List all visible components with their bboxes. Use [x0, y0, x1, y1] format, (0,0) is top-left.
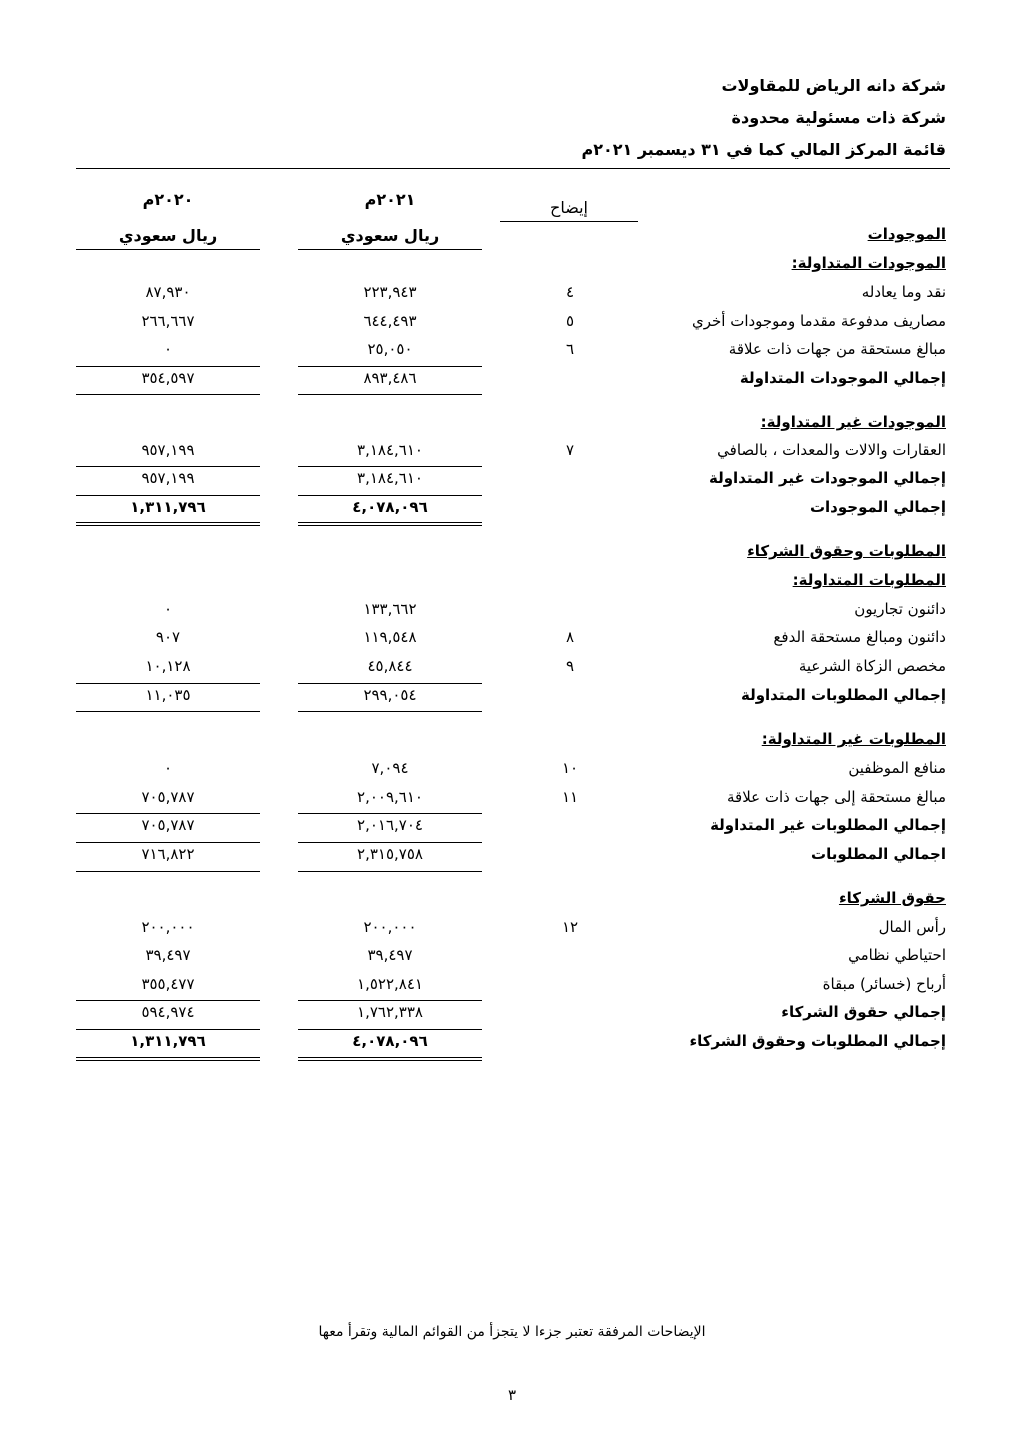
- row-label: إجمالي حقوق الشركاء: [781, 1003, 946, 1021]
- total-line-2020: [76, 394, 260, 395]
- grand-total-liabilities-equity: [0, 1032, 1024, 1058]
- column-year-2020: ٢٠٢٠م: [142, 190, 194, 209]
- section-header-current-assets: [0, 254, 1024, 280]
- table-row: [0, 975, 1024, 1001]
- column-year-2021: ٢٠٢١م: [364, 190, 416, 209]
- row-value-2020: ٠: [163, 340, 173, 358]
- row-label: إجمالي المطلوبات وحقوق الشركاء: [689, 1032, 946, 1050]
- row-value-2020: ٩٥٧,١٩٩: [141, 441, 195, 459]
- page-number: ٣: [507, 1386, 517, 1404]
- row-value-2021: ٢٩٩,٠٥٤: [363, 686, 417, 704]
- row-value-2021: ٢٠٠,٠٠٠: [363, 918, 417, 936]
- row-label: دائنون ومبالغ مستحقة الدفع: [773, 628, 946, 646]
- row-label: إجمالي الموجودات غير المتداولة: [709, 469, 946, 487]
- row-value-2020: ٠: [163, 600, 173, 618]
- total-row-current-liabilities: [0, 686, 1024, 712]
- row-label: إجمالي الموجودات المتداولة: [739, 369, 946, 387]
- row-value-2021: ٨٩٣,٤٨٦: [363, 369, 417, 387]
- section-header-assets: [0, 225, 1024, 251]
- row-label: الموجودات غير المتداولة:: [760, 413, 946, 431]
- statement-title: قائمة المركز المالي كما في ٣١ ديسمبر ٢٠٢١م: [581, 140, 946, 159]
- row-label: رأس المال: [878, 918, 946, 936]
- total-line-2021: [298, 871, 482, 872]
- row-note: ١١: [561, 788, 579, 806]
- row-note: ٦: [565, 340, 575, 358]
- total-row-equity: [0, 1003, 1024, 1029]
- row-value-2021: ١,٧٦٢,٣٣٨: [357, 1003, 423, 1021]
- total-row-noncurrent-assets: [0, 469, 1024, 495]
- row-value-2020: ٣٩,٤٩٧: [145, 946, 191, 964]
- table-row: [0, 657, 1024, 683]
- column-currency-2021: ريال سعودي: [340, 226, 440, 245]
- row-value-2021: ٢,٠٠٩,٦١٠: [357, 788, 423, 806]
- table-row: [0, 312, 1024, 338]
- row-value-2020: ٨٧,٩٣٠: [145, 283, 191, 301]
- row-value-2020: ٧٠٥,٧٨٧: [141, 788, 195, 806]
- row-value-2020: ٩٥٧,١٩٩: [141, 469, 195, 487]
- row-note: ١٢: [561, 918, 579, 936]
- subtotal-line-2021: [298, 683, 482, 684]
- total-line-2020: [76, 711, 260, 712]
- row-value-2021: ٧,٠٩٤: [371, 759, 409, 777]
- section-header-liabilities-equity: [0, 542, 1024, 568]
- company-name: شركة دانه الرياض للمقاولات: [721, 76, 946, 95]
- row-note: ٩: [565, 657, 575, 675]
- row-label: دائنون تجاريون: [854, 600, 946, 618]
- table-row: [0, 441, 1024, 467]
- row-value-2020: ١,٣١١,٧٩٦: [130, 1032, 206, 1050]
- row-label: المطلوبات المتداولة:: [792, 571, 946, 589]
- row-note: ٤: [565, 283, 575, 301]
- table-row: [0, 788, 1024, 814]
- row-value-2020: ٠: [163, 759, 173, 777]
- total-line-2020: [76, 871, 260, 872]
- row-value-2021: ٤,٠٧٨,٠٩٦: [352, 1032, 428, 1050]
- table-row: [0, 918, 1024, 944]
- row-label: مصاريف مدفوعة مقدما وموجودات أخري: [691, 312, 946, 330]
- row-value-2020: ٩٠٧: [155, 628, 181, 646]
- row-value-2021: ١٣٣,٦٦٢: [363, 600, 417, 618]
- row-label: نقد وما يعادله: [861, 283, 946, 301]
- table-row: [0, 600, 1024, 626]
- double-line-2020: [76, 522, 260, 526]
- row-value-2020: ٣٥٤,٥٩٧: [141, 369, 195, 387]
- table-row: [0, 283, 1024, 309]
- note-underline: [500, 221, 638, 222]
- row-label: المطلوبات وحقوق الشركاء: [747, 542, 946, 560]
- row-label: إجمالي المطلوبات غير المتداولة: [710, 816, 946, 834]
- subtotal-line-2020: [76, 813, 260, 814]
- row-label: الموجودات المتداولة:: [791, 254, 946, 272]
- row-value-2020: ٢٠٠,٠٠٠: [141, 918, 195, 936]
- row-value-2020: ١٠,١٢٨: [145, 657, 191, 675]
- row-label: أرباح (خسائر) مبقاة: [822, 975, 946, 993]
- row-value-2021: ٢٢٣,٩٤٣: [363, 283, 417, 301]
- row-value-2021: ٣٩,٤٩٧: [367, 946, 413, 964]
- row-value-2020: ٣٥٥,٤٧٧: [141, 975, 195, 993]
- double-line-2021: [298, 522, 482, 526]
- subtotal-line-2021: [298, 466, 482, 467]
- total-row-liabilities: [0, 845, 1024, 871]
- row-label: العقارات والالات والمعدات ، بالصافي: [717, 441, 946, 459]
- total-line-2020: [76, 495, 260, 496]
- subtotal-line-2021: [298, 813, 482, 814]
- row-label: إجمالي الموجودات: [809, 498, 946, 516]
- row-label: مخصص الزكاة الشرعية: [798, 657, 946, 675]
- section-header-equity: [0, 889, 1024, 915]
- row-value-2021: ٦٤٤,٤٩٣: [363, 312, 417, 330]
- row-value-2021: ٤٥,٨٤٤: [367, 657, 413, 675]
- total-line-2021: [298, 842, 482, 843]
- table-row: [0, 759, 1024, 785]
- row-value-2021: ١١٩,٥٤٨: [363, 628, 417, 646]
- row-value-2021: ٣,١٨٤,٦١٠: [357, 441, 423, 459]
- total-row-noncurrent-liabilities: [0, 816, 1024, 842]
- row-value-2021: ٢,٣١٥,٧٥٨: [357, 845, 423, 863]
- company-type: شركة ذات مسئولية محدودة: [731, 108, 946, 127]
- double-line-2020: [76, 1057, 260, 1061]
- total-line-2021: [298, 495, 482, 496]
- total-line-2020: [76, 842, 260, 843]
- row-value-2020: ٧٠٥,٧٨٧: [141, 816, 195, 834]
- footer-disclaimer: الإيضاحات المرفقة تعتبر جزءا لا يتجزأ من القوائم المالية وتقرأ معها: [318, 1324, 706, 1340]
- row-label: إجمالي المطلوبات المتداولة: [740, 686, 946, 704]
- subtotal-line-2020: [76, 683, 260, 684]
- row-label: الموجودات: [867, 225, 946, 243]
- section-header-noncurrent-liabilities: [0, 730, 1024, 756]
- double-line-2021: [298, 1057, 482, 1061]
- column-note: إيضاح: [550, 198, 588, 217]
- row-label: المطلوبات غير المتداولة:: [761, 730, 946, 748]
- subtotal-line-2020: [76, 366, 260, 367]
- table-row: [0, 628, 1024, 654]
- total-line-2021: [298, 711, 482, 712]
- section-header-noncurrent-assets: [0, 413, 1024, 439]
- row-label: مبالغ مستحقة إلى جهات ذات علاقة: [727, 788, 946, 806]
- row-value-2020: ١,٣١١,٧٩٦: [130, 498, 206, 516]
- section-header-current-liabilities: [0, 571, 1024, 597]
- row-value-2020: ٧١٦,٨٢٢: [141, 845, 195, 863]
- row-label: احتياطي نظامي: [848, 946, 946, 964]
- row-value-2021: ٤,٠٧٨,٠٩٦: [352, 498, 428, 516]
- row-value-2020: ٥٩٤,٩٧٤: [141, 1003, 195, 1021]
- total-row-current-assets: [0, 369, 1024, 395]
- row-label: منافع الموظفين: [848, 759, 946, 777]
- row-value-2020: ٢٦٦,٦٦٧: [141, 312, 195, 330]
- row-value-2020: ١١,٠٣٥: [145, 686, 191, 704]
- row-label: حقوق الشركاء: [838, 889, 946, 907]
- row-value-2021: ١,٥٢٢,٨٤١: [357, 975, 423, 993]
- subtotal-line-2020: [76, 1000, 260, 1001]
- header-divider: [76, 168, 950, 169]
- row-note: ١٠: [561, 759, 579, 777]
- row-label: مبالغ مستحقة من جهات ذات علاقة: [728, 340, 946, 358]
- grand-total-assets: [0, 498, 1024, 524]
- row-value-2021: ٢٥,٠٥٠: [367, 340, 413, 358]
- subtotal-line-2020: [76, 466, 260, 467]
- row-value-2021: ٣,١٨٤,٦١٠: [357, 469, 423, 487]
- total-line-2020: [76, 1029, 260, 1030]
- row-label: اجمالي المطلوبات: [811, 845, 946, 863]
- total-line-2021: [298, 394, 482, 395]
- row-value-2021: ٢,٠١٦,٧٠٤: [357, 816, 423, 834]
- column-currency-2020: ريال سعودي: [118, 226, 218, 245]
- row-note: ٨: [565, 628, 575, 646]
- subtotal-line-2021: [298, 1000, 482, 1001]
- total-line-2021: [298, 1029, 482, 1030]
- table-row: [0, 340, 1024, 366]
- row-note: ٧: [565, 441, 575, 459]
- row-note: ٥: [565, 312, 575, 330]
- table-row: [0, 946, 1024, 972]
- subtotal-line-2021: [298, 366, 482, 367]
